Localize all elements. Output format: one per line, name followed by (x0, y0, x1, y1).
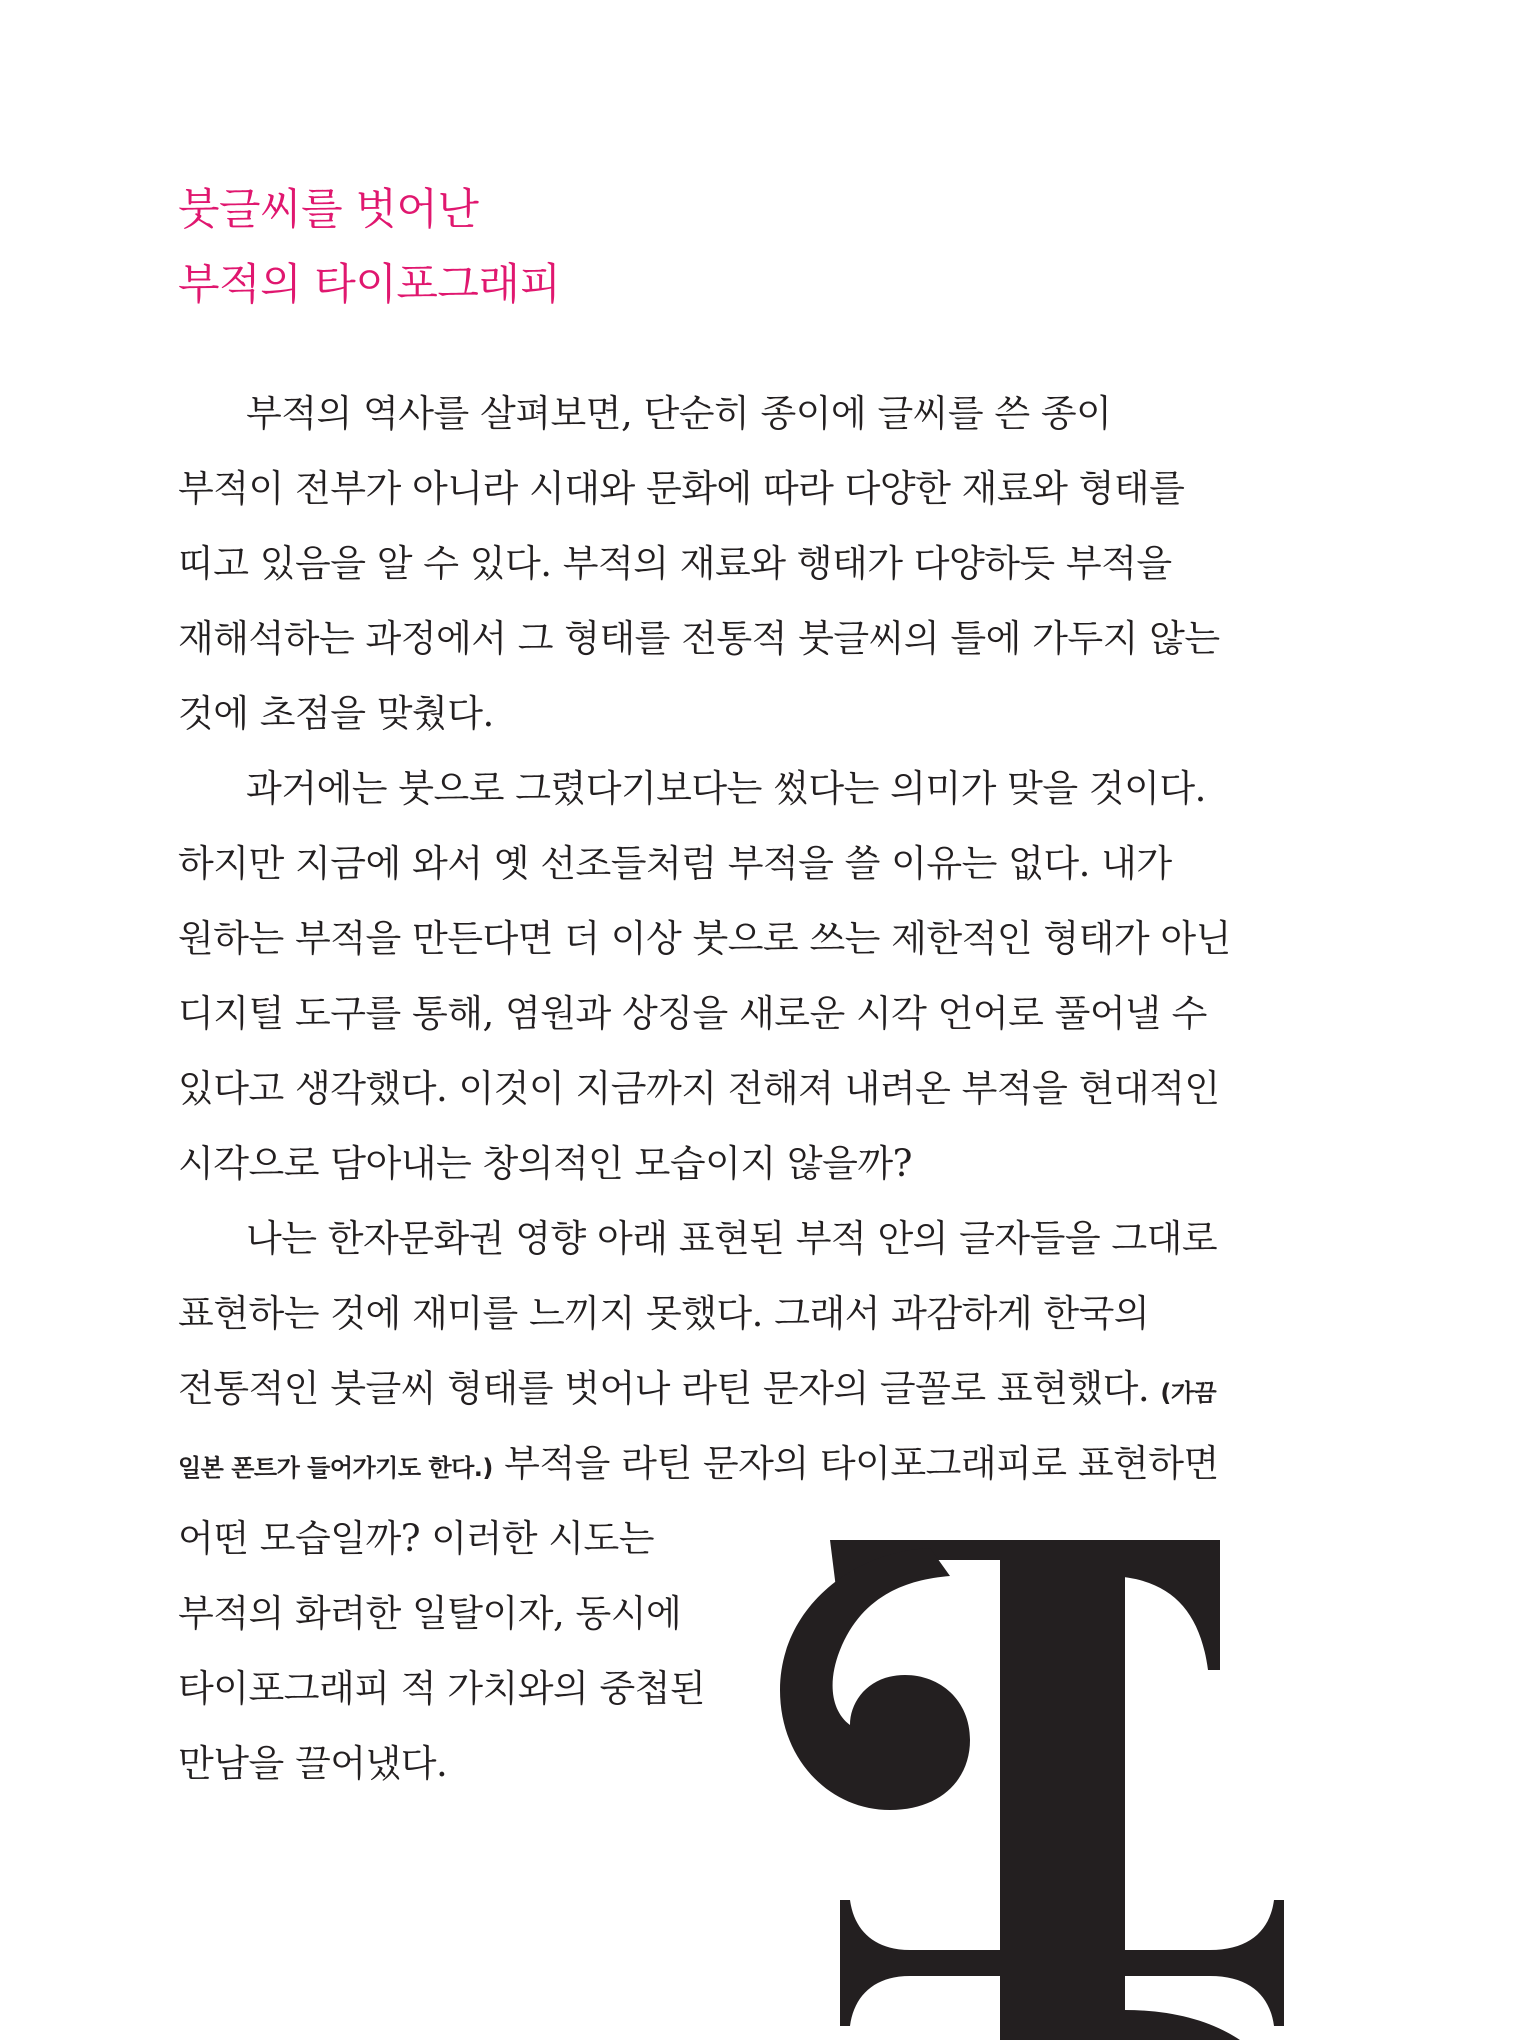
body-line: 부적의 역사를 살펴보면, 단순히 종이에 글씨를 쓴 종이 (246, 392, 1112, 435)
body-line-text: 전통적인 붓글씨 형태를 벗어나 라틴 문자의 글꼴로 표현했다. (178, 1367, 1150, 1410)
body-line-with-note (178, 1351, 1328, 1426)
body-line: 것에 초점을 맞췄다. (178, 692, 494, 735)
body-line: 디지털 도구를 통해, 염원과 상징을 새로운 시각 언어로 풀어낼 수 (178, 992, 1207, 1035)
body-line: 하지만 지금에 와서 옛 선조들처럼 부적을 쓸 이유는 없다. 내가 (178, 842, 1172, 885)
body-line: 있다고 생각했다. 이것이 지금까지 전해져 내려온 부적을 현대적인 (178, 1067, 1220, 1110)
body-line: 타이포그래피 적 가치와의 중첩된 (178, 1667, 706, 1710)
body-line-text: 부적을 라틴 문자의 타이포그래피로 표현하면 (504, 1442, 1219, 1485)
title-line-1: 붓글씨를 벗어난 (178, 185, 479, 235)
body-line: 만남을 끌어냈다. (178, 1742, 448, 1785)
body-line: 과거에는 붓으로 그렸다기보다는 썼다는 의미가 맞을 것이다. (246, 767, 1206, 810)
body-line-with-note (178, 1426, 1328, 1501)
body-line: 부적이 전부가 아니라 시대와 문화에 따라 다양한 재료와 형태를 (178, 467, 1185, 510)
body-line: 원하는 부적을 만든다면 더 이상 붓으로 쓰는 제한적인 형태가 아닌 (178, 917, 1231, 960)
body-line: 재해석하는 과정에서 그 형태를 전통적 붓글씨의 틀에 가두지 않는 (178, 617, 1220, 660)
body-line: 표현하는 것에 재미를 느끼지 못했다. 그래서 과감하게 한국의 (178, 1292, 1150, 1335)
title-line-2: 부적의 타이포그래피 (178, 260, 561, 310)
side-note-end: 일본 폰트가 들어가기도 한다.) (178, 1454, 493, 1482)
body-line: 부적의 화려한 일탈이자, 동시에 (178, 1592, 682, 1635)
body-line: 시각으로 담아내는 창의적인 모습이지 않을까? (178, 1142, 912, 1185)
body-line: 어떤 모습일까? 이러한 시도는 (178, 1517, 655, 1560)
decorative-t-letterform (770, 1540, 1290, 2040)
body-line: 띠고 있음을 알 수 있다. 부적의 재료와 행태가 다양하듯 부적을 (178, 542, 1172, 585)
side-note-start: (가끔 (1160, 1379, 1217, 1407)
page-title (178, 172, 561, 322)
body-line: 나는 한자문화권 영향 아래 표현된 부적 안의 글자들을 그대로 (246, 1217, 1218, 1260)
